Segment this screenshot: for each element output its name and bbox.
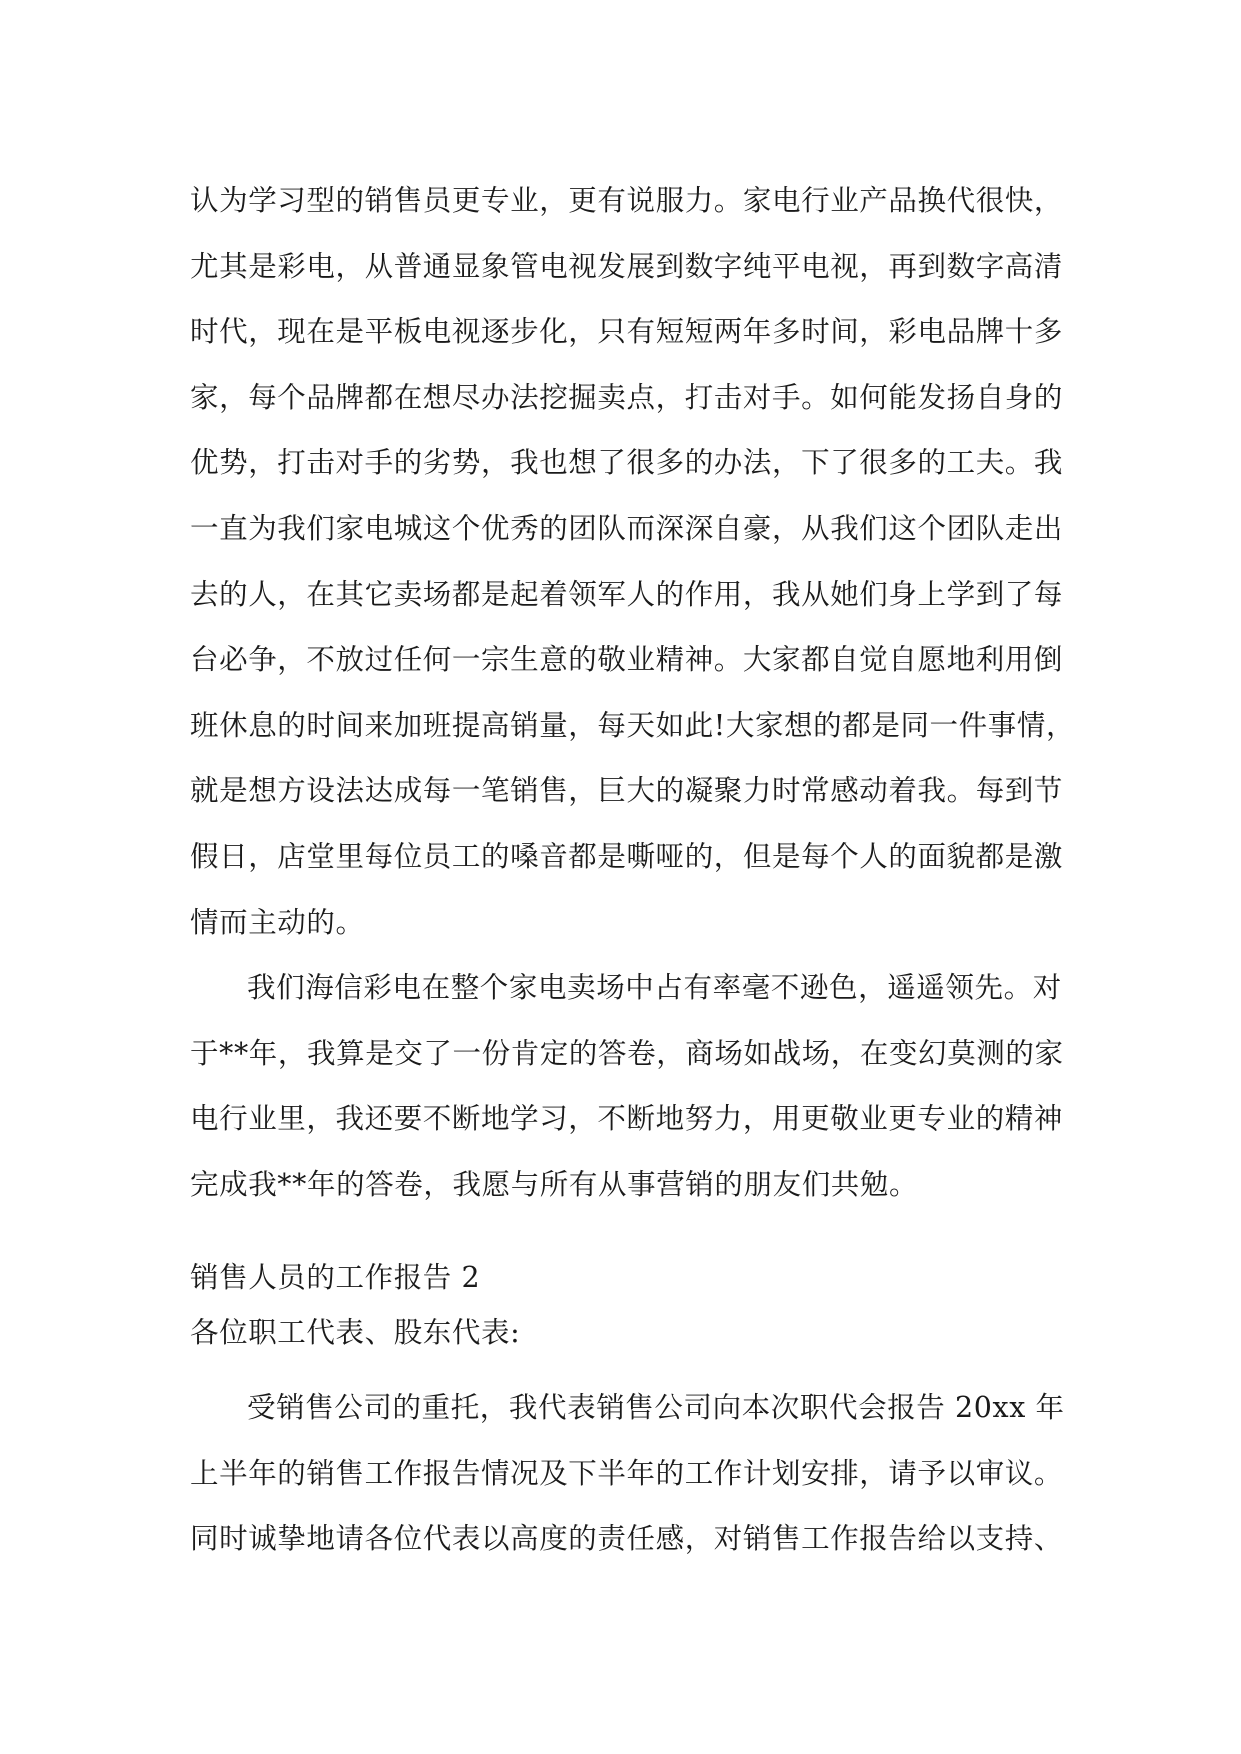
paragraph-line: 一直为我们家电城这个优秀的团队而深深自豪，从我们这个团队走出 [190,511,1064,545]
paragraph-line: 电行业里，我还要不断地学习，不断地努力，用更敬业更专业的精神 [190,1102,1064,1136]
paragraph-line: 完成我**年的答卷，我愿与所有从事营销的朋友们共勉。 [190,1167,919,1201]
paragraph-line: 情而主动的。 [190,905,365,939]
paragraph-line: 台必争，不放过任何一宗生意的敬业精神。大家都自觉自愿地利用倒 [190,643,1064,677]
report-body-part-1 [190,168,1076,1218]
paragraph-line: 我们海信彩电在整个家电卖场中占有率毫不逊色，遥遥领先。对 [247,971,1062,1005]
paragraph-line: 尤其是彩电，从普通显象管电视发展到数字纯平电视，再到数字高清 [190,249,1064,283]
paragraph-line: 去的人，在其它卖场都是起着领军人的作用，我从她们身上学到了每 [190,577,1064,611]
paragraph-line: 受销售公司的重托，我代表销售公司向本次职代会报告 20xx 年 [247,1391,1065,1424]
report-section-header [190,1250,1056,1360]
report-body-part-2 [190,1375,1065,1572]
paragraph-line: 就是想方设法达成每一笔销售，巨大的凝聚力时常感动着我。每到节 [190,774,1064,808]
salutation: 各位职工代表、股东代表: [190,1316,521,1349]
paragraph-line: 上半年的销售工作报告情况及下半年的工作计划安排，请予以审议。 [190,1456,1064,1490]
paragraph-line: 假日，店堂里每位员工的嗓音都是嘶哑的，但是每个人的面貌都是激 [190,839,1064,873]
paragraph-line: 时代，现在是平板电视逐步化，只有短短两年多时间，彩电品牌十多 [190,315,1064,349]
paragraph-line: 认为学习型的销售员更专业，更有说服力。家电行业产品换代很快， [190,184,1064,217]
section-title: 销售人员的工作报告 2 [190,1261,481,1294]
paragraph-line: 家，每个品牌都在想尽办法挖掘卖点，打击对手。如何能发扬自身的 [190,380,1064,414]
paragraph-line: 优势，打击对手的劣势，我也想了很多的办法，下了很多的工夫。我 [190,446,1064,480]
paragraph-line: 同时诚挚地请各位代表以高度的责任感，对销售工作报告给以支持、 [190,1522,1064,1555]
paragraph-line: 于**年，我算是交了一份肯定的答卷，商场如战场，在变幻莫测的家 [190,1036,1064,1070]
paragraph-line: 班休息的时间来加班提高销量，每天如此!大家想的都是同一件事情， [190,708,1076,742]
